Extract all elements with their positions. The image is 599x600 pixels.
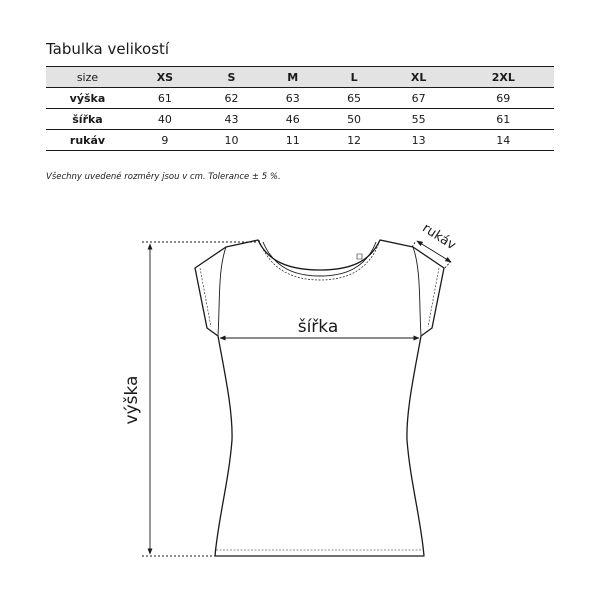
table-cell: 12 [347, 133, 362, 147]
table-cell: 61 [157, 91, 172, 105]
row-label: rukáv [69, 133, 106, 147]
row-label: šířka [72, 112, 103, 126]
table-cell: 14 [496, 133, 511, 147]
sleeve-label: rukáv [419, 220, 459, 254]
size-header-cell: XL [385, 67, 453, 88]
size-header-cell: L [323, 67, 384, 88]
table-cell: 11 [285, 133, 300, 147]
table-cell: 63 [285, 91, 300, 105]
width-label: šířka [297, 317, 339, 337]
row-label: výška [69, 91, 106, 105]
table-cell: 61 [496, 112, 511, 126]
table-cell: 13 [411, 133, 426, 147]
height-label: výška [122, 375, 142, 425]
page-title: Tabulka velikostí [46, 40, 170, 58]
size-header-label: size [46, 67, 129, 88]
table-cell: 9 [161, 133, 169, 147]
tshirt-outline [195, 240, 444, 556]
table-cell: 10 [224, 133, 239, 147]
table-cell: 65 [347, 91, 362, 105]
size-header-cell: 2XL [453, 67, 554, 88]
table-cell: 40 [157, 112, 172, 126]
size-header-cell: XS [129, 67, 201, 88]
table-cell: 43 [224, 112, 239, 126]
height-dimension [142, 242, 258, 556]
size-header-cell: M [262, 67, 323, 88]
size-header-cell: S [201, 67, 262, 88]
table-cell: 50 [347, 112, 362, 126]
tolerance-note: Všechny uvedené rozměry jsou v cm. Tolerance ± 5 %. [46, 172, 281, 182]
table-cell: 67 [411, 91, 426, 105]
table-cell: 69 [496, 91, 511, 105]
table-cell: 46 [285, 112, 300, 126]
table-cell: 55 [411, 112, 426, 126]
table-cell: 62 [224, 91, 239, 105]
